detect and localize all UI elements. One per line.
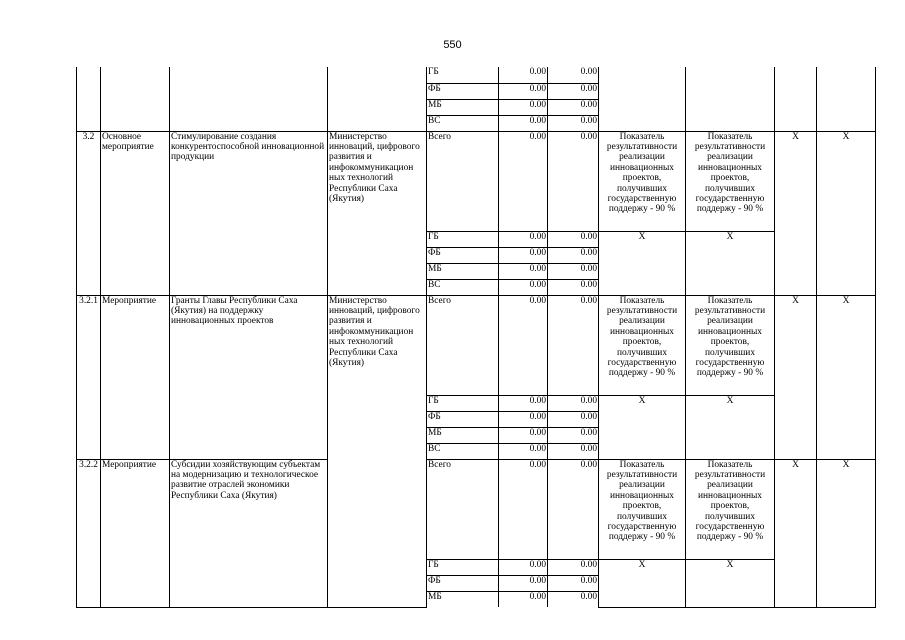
cell-indicator-1: Показатель результативности реализации инновационных проектов, получивших государственную поддержу - 90 %	[599, 459, 686, 559]
cell-source: Всего	[427, 131, 499, 231]
cell-value-1: 0.00	[499, 295, 548, 395]
cell-type	[101, 67, 170, 131]
cell-value-1: 0.00	[499, 131, 548, 231]
cell-x-3: Х	[775, 459, 817, 607]
cell-source: ВС	[427, 279, 499, 295]
cell-value-2: 0.00	[548, 559, 599, 575]
cell-value-2: 0.00	[548, 459, 599, 559]
cell-value-2: 0.00	[548, 231, 599, 247]
cell-indicator-1: Показатель результативности реализации инновационных проектов, получивших государственную поддержу - 90 %	[599, 131, 686, 231]
cell-source: МБ	[427, 99, 499, 115]
table-row	[77, 295, 876, 395]
cell-source: МБ	[427, 591, 499, 607]
cell-value-2: 0.00	[548, 591, 599, 607]
cell-executor	[328, 67, 427, 131]
cell-indicator-1	[599, 67, 686, 131]
cell-value-1: 0.00	[499, 263, 548, 279]
cell-value-1: 0.00	[499, 575, 548, 591]
table-row	[77, 131, 876, 231]
cell-value-2: 0.00	[548, 427, 599, 443]
cell-source: МБ	[427, 427, 499, 443]
cell-type: Мероприятие	[101, 295, 170, 459]
cell-source: ФБ	[427, 411, 499, 427]
cell-value-2: 0.00	[548, 247, 599, 263]
cell-source: Всего	[427, 295, 499, 395]
cell-x-2: Х	[686, 559, 775, 607]
cell-value-1: 0.00	[499, 427, 548, 443]
cell-x-2: Х	[686, 395, 775, 459]
cell-value-2: 0.00	[548, 295, 599, 395]
cell-value-1: 0.00	[499, 247, 548, 263]
cell-value-1: 0.00	[499, 99, 548, 115]
cell-source: ВС	[427, 443, 499, 459]
cell-num: 3.2.1	[77, 295, 101, 459]
cell-name: Субсидии хозяйствующим субъектам на модернизацию и технологическое развитие отраслей экономики Республики Саха (Якутия)	[170, 459, 328, 607]
cell-x-1: Х	[599, 395, 686, 459]
cell-x-2	[817, 67, 876, 131]
cell-num: 3.2	[77, 131, 101, 295]
cell-value-2: 0.00	[548, 115, 599, 131]
cell-value-1: 0.00	[499, 83, 548, 99]
cell-x-3: Х	[775, 131, 817, 295]
cell-name: Гранты Главы Республики Саха (Якутия) на поддержку инновационных проектов	[170, 295, 328, 459]
cell-value-2: 0.00	[548, 67, 599, 83]
cell-num	[77, 67, 101, 131]
cell-value-1: 0.00	[499, 231, 548, 247]
cell-value-1: 0.00	[499, 591, 548, 607]
cell-value-1: 0.00	[499, 395, 548, 411]
cell-type: Основное мероприятие	[101, 131, 170, 295]
cell-value-1: 0.00	[499, 443, 548, 459]
cell-x-4: Х	[817, 295, 876, 459]
cell-name	[170, 67, 328, 131]
cell-x-4: Х	[817, 131, 876, 295]
cell-source: Всего	[427, 459, 499, 559]
cell-x-1: Х	[599, 231, 686, 295]
cell-value-2: 0.00	[548, 279, 599, 295]
cell-source: МБ	[427, 263, 499, 279]
cell-x-3: Х	[775, 295, 817, 459]
cell-value-2: 0.00	[548, 131, 599, 231]
cell-value-2: 0.00	[548, 263, 599, 279]
cell-executor: Министерство инноваций, цифрового развития и инфокоммуникацион ных технологий Республики Саха (Якутия)	[328, 295, 427, 607]
cell-value-2: 0.00	[548, 575, 599, 591]
cell-value-1: 0.00	[499, 279, 548, 295]
cell-indicator-1: Показатель результативности реализации инновационных проектов, получивших государственную поддержу - 90 %	[599, 295, 686, 395]
cell-indicator-2: Показатель результативности реализации инновационных проектов, получивших государственную поддержу - 90 %	[686, 131, 775, 231]
cell-indicator-2: Показатель результативности реализации инновационных проектов, получивших государственную поддержу - 90 %	[686, 295, 775, 395]
cell-x-2: Х	[686, 231, 775, 295]
cell-name: Стимулирование создания конкурентоспособной инновационной продукции	[170, 131, 328, 295]
cell-value-2: 0.00	[548, 395, 599, 411]
cell-value-2: 0.00	[548, 99, 599, 115]
cell-x-1: Х	[599, 559, 686, 607]
cell-indicator-2: Показатель результативности реализации инновационных проектов, получивших государственную поддержу - 90 %	[686, 459, 775, 559]
cell-value-1: 0.00	[499, 67, 548, 83]
cell-source: ГБ	[427, 67, 499, 83]
cell-value-1: 0.00	[499, 115, 548, 131]
cell-value-2: 0.00	[548, 411, 599, 427]
program-table	[76, 67, 876, 608]
cell-value-2: 0.00	[548, 443, 599, 459]
cell-source: ГБ	[427, 559, 499, 575]
cell-source: ФБ	[427, 83, 499, 99]
page-number: 550	[443, 39, 462, 51]
cell-executor: Министерство инноваций, цифрового развития и инфокоммуникацион ных технологий Республики Саха (Якутия)	[328, 131, 427, 295]
cell-type: Мероприятие	[101, 459, 170, 607]
cell-num: 3.2.2	[77, 459, 101, 607]
cell-value-1: 0.00	[499, 559, 548, 575]
cell-source: ФБ	[427, 575, 499, 591]
cell-value-1: 0.00	[499, 411, 548, 427]
cell-source: ВС	[427, 115, 499, 131]
cell-x-1	[775, 67, 817, 131]
table-row	[77, 459, 876, 559]
cell-source: ГБ	[427, 231, 499, 247]
cell-value-2: 0.00	[548, 83, 599, 99]
cell-source: ГБ	[427, 395, 499, 411]
cell-value-1: 0.00	[499, 459, 548, 559]
cell-indicator-2	[686, 67, 775, 131]
cell-source: ФБ	[427, 247, 499, 263]
table-row	[77, 67, 876, 83]
cell-x-4: Х	[817, 459, 876, 607]
